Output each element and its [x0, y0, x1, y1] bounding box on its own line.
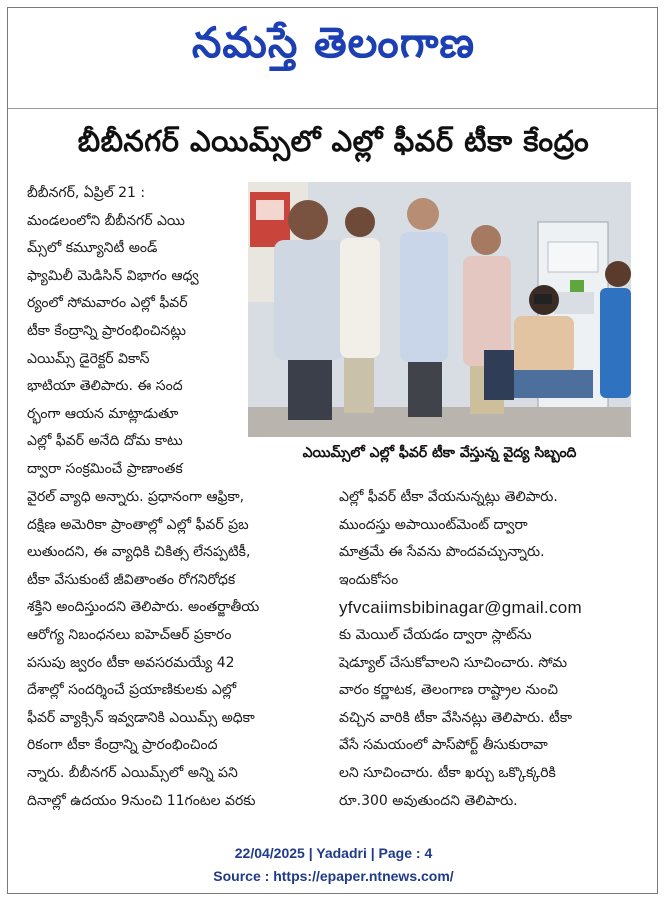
article-text-line: ఫీవర్ వ్యాక్సిన్ ఇవ్వడానికి ఎయిమ్స్ అధికా [27, 709, 255, 726]
article-column-left-bottom [27, 484, 319, 815]
article-text-line: బీబీనగర్, ఏప్రిల్ 21 : [27, 185, 146, 201]
article-text-line: మండలంలోని బీబీనగర్ ఎయి [27, 212, 185, 229]
contact-email: yfvcaiimsbibinagar@gmail.com [339, 598, 582, 618]
article-column-left-top [27, 180, 242, 484]
article-text-line: లుతుందని, ఈ వ్యాధికి చికిత్స లేనప్పటికీ, [27, 544, 251, 561]
newspaper-masthead: నమస్తే తెలంగాణ [191, 18, 476, 67]
article-text-line: దినాల్లో ఉదయం 9నుంచి 11గంటల వరకు [27, 792, 256, 809]
article-photo [248, 182, 631, 437]
article-text-line: ఎల్లో ఫీవర్ టీకా వేయనున్నట్లు తెలిపారు. [339, 489, 558, 505]
article-text-line: టీకా కేంద్రాన్ని ప్రారంభించినట్లు [27, 322, 186, 339]
vaccination-scene-image [248, 182, 631, 437]
article-text-line: టీకా వేసుకుంటే జీవితాంతం రోగనిరోధక [27, 571, 236, 588]
article-text-line: మ్స్‌లో కమ్యూనిటీ అండ్ [27, 240, 158, 257]
article-text-line: మాత్రమే ఈ సేవను పొందవచ్చున్నారు. [339, 544, 545, 561]
article-text-line: ర్యంలో సోమవారం ఎల్లో ఫీవర్ [27, 295, 188, 312]
article-text-line: వారం కర్ణాటక, తెలంగాణ రాష్ట్రాల నుంచి [339, 682, 558, 699]
article-text-line: దక్షిణ అమెరికా ప్రాంతాల్లో ఎల్లో ఫీవర్ ప్రబ [27, 516, 249, 533]
article-text-line: పసుపు జ్వరం టీకా అవసరమయ్యే 42 [27, 654, 235, 671]
article-column-right [339, 484, 629, 815]
article-text-line: రికంగా టీకా కేంద్రాన్ని ప్రారంభించింద [27, 737, 218, 754]
article-text-line: ముందస్తు అపాయింట్‌మెంట్ ద్వారా [339, 516, 528, 533]
article-text-line: రూ.300 అవుతుందని తెలిపారు. [339, 792, 518, 809]
article-text-line: ఎయిమ్స్ డైరెక్టర్ వికాస్ [27, 350, 150, 367]
article-text-line: ద్వారా సంక్రమించే ప్రాణాంతక [27, 460, 183, 477]
article-text-line: వైరల్ వ్యాధి అన్నారు. ప్రధానంగా ఆఫ్రికా, [27, 489, 245, 505]
masthead-divider [8, 108, 657, 109]
article-text-line: వేసే సమయంలో పాస్‌పోర్ట్ తీసుకురావా [339, 737, 548, 754]
article-text-line: కు మెయిల్ చేయడం ద్వారా స్లాట్‌ను [339, 626, 532, 643]
article-text-line: ఆరోగ్య నిబంధనలు ఐహెచ్ఆర్ ప్రకారం [27, 626, 232, 643]
footer-source: Source : https://epaper.ntnews.com/ [213, 868, 454, 884]
article-text-line: న్నారు. బీబీనగర్ ఎయిమ్స్‌లో అన్ని పని [27, 764, 238, 781]
article-text-line: వచ్చిన వారికి టీకా వేసినట్లు తెలిపారు. టీకా [339, 709, 572, 726]
article-headline: బీబీనగర్ ఎయిమ్స్‌లో ఎల్లో ఫీవర్ టీకా కేంద్రం [77, 124, 590, 158]
article-text-line: షెడ్యూల్ చేసుకోవాలని సూచించారు. సోమ [339, 654, 568, 671]
article-text-line: ఫ్యామిలీ మెడిసిన్ విభాగం ఆధ్వ [27, 267, 199, 284]
footer-dateline: 22/04/2025 | Yadadri | Page : 4 [234, 845, 433, 861]
photo-caption: ఎయిమ్స్‌లో ఎల్లో ఫీవర్ టీకా వేస్తున్న వైద్య సిబ్బంది [302, 445, 577, 461]
article-text-line: ర్భంగా ఆయన మాట్లాడుతూ [27, 405, 179, 422]
article-text-line: ఎల్లో ఫీవర్ అనేది దోమ కాటు [27, 433, 183, 450]
article-text-line: శక్తిని అందిస్తుందని తెలిపారు. అంతర్జాతీయ [27, 599, 260, 616]
article-text-line: ఇందుకోసం [339, 571, 399, 588]
article-text-line: లని సూచించారు. టీకా ఖర్చు ఒక్కొక్కరికి [339, 764, 556, 781]
article-text-line: దేశాల్లో సందర్శించే ప్రయాణికులకు ఎల్లో [27, 682, 237, 699]
article-text-line: భాటియా తెలిపారు. ఈ సంద [27, 378, 183, 395]
